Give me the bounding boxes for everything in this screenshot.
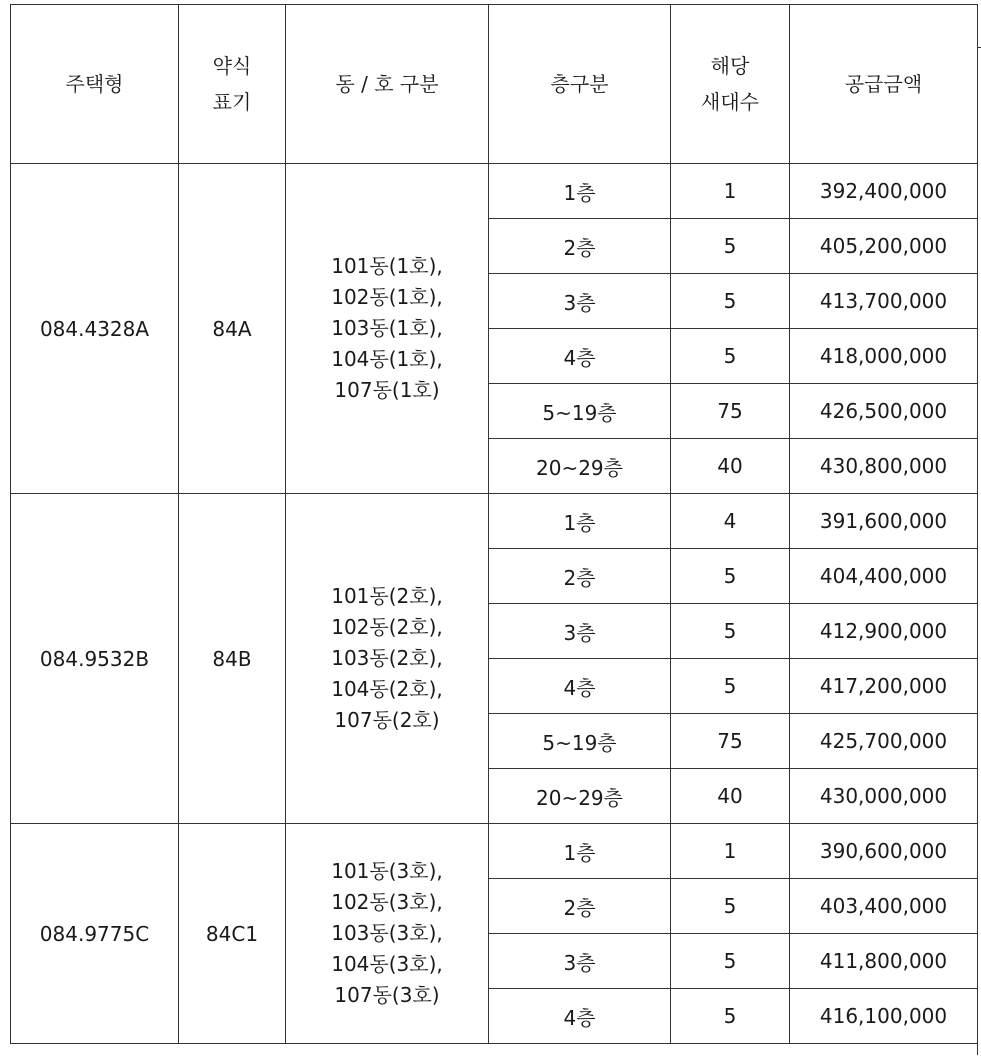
cell-floor: 1층 <box>489 164 671 219</box>
cell-households: 5 <box>671 604 790 659</box>
cell-housing-type: 084.9775C <box>11 824 179 1044</box>
cell-price: 403,400,000 <box>790 879 978 934</box>
dong-ho-line: 103동(2호), <box>331 646 443 670</box>
cell-price: 392,400,000 <box>790 164 978 219</box>
header-households <box>671 5 790 164</box>
cell-housing-type: 084.4328A <box>11 164 179 494</box>
header-housing-type: 주택형 <box>11 5 179 164</box>
dong-ho-line: 101동(2호), <box>331 584 443 608</box>
cell-households: 40 <box>671 439 790 494</box>
dong-ho-line: 103동(1호), <box>331 316 443 340</box>
cell-floor: 20~29층 <box>489 769 671 824</box>
cell-price: 430,800,000 <box>790 439 978 494</box>
cell-floor: 5~19층 <box>489 714 671 769</box>
cell-price: 405,200,000 <box>790 219 978 274</box>
cell-floor: 5~19층 <box>489 384 671 439</box>
cell-households: 5 <box>671 934 790 989</box>
dong-ho-line: 102동(2호), <box>331 615 443 639</box>
cell-households: 1 <box>671 824 790 879</box>
dong-ho-line: 107동(1호) <box>334 378 440 402</box>
cell-floor: 4층 <box>489 989 671 1044</box>
table-header-row <box>11 5 978 164</box>
cell-households: 5 <box>671 549 790 604</box>
dong-ho-line: 101동(3호), <box>331 859 443 883</box>
table-row <box>11 494 978 549</box>
header-abbr <box>179 5 286 164</box>
dong-ho-line: 104동(3호), <box>331 952 443 976</box>
dong-ho-line: 103동(3호), <box>331 921 443 945</box>
cell-floor: 3층 <box>489 934 671 989</box>
cell-households: 75 <box>671 714 790 769</box>
cell-price: 418,000,000 <box>790 329 978 384</box>
cell-price: 412,900,000 <box>790 604 978 659</box>
header-abbr-line: 약식 <box>212 54 252 78</box>
cell-floor: 2층 <box>489 879 671 934</box>
cell-price: 425,700,000 <box>790 714 978 769</box>
cell-price: 416,100,000 <box>790 989 978 1044</box>
cell-households: 5 <box>671 879 790 934</box>
cell-price: 390,600,000 <box>790 824 978 879</box>
cell-floor: 1층 <box>489 824 671 879</box>
cell-floor: 2층 <box>489 549 671 604</box>
cell-households: 5 <box>671 329 790 384</box>
cell-abbr: 84A <box>179 164 286 494</box>
cell-abbr: 84C1 <box>179 824 286 1044</box>
cell-households: 5 <box>671 659 790 714</box>
cell-households: 1 <box>671 164 790 219</box>
header-floor: 층구분 <box>489 5 671 164</box>
cell-price: 404,400,000 <box>790 549 978 604</box>
cropped-column-edge <box>977 4 981 1055</box>
supply-price-table <box>10 4 978 1044</box>
cell-floor: 1층 <box>489 494 671 549</box>
cell-households: 75 <box>671 384 790 439</box>
dong-ho-line: 104동(1호), <box>331 347 443 371</box>
cell-households: 40 <box>671 769 790 824</box>
header-households-line: 해당 <box>710 54 750 78</box>
cell-abbr: 84B <box>179 494 286 824</box>
cell-price: 417,200,000 <box>790 659 978 714</box>
cell-floor: 3층 <box>489 604 671 659</box>
header-dong-ho: 동 / 호 구분 <box>286 5 489 164</box>
cell-dong-ho <box>286 494 489 824</box>
cell-households: 5 <box>671 219 790 274</box>
cell-price: 391,600,000 <box>790 494 978 549</box>
dong-ho-line: 102동(3호), <box>331 890 443 914</box>
cell-price: 430,000,000 <box>790 769 978 824</box>
header-households-line: 새대수 <box>701 90 759 114</box>
cell-price: 413,700,000 <box>790 274 978 329</box>
cell-dong-ho <box>286 824 489 1044</box>
table-row <box>11 824 978 879</box>
cell-households: 5 <box>671 274 790 329</box>
dong-ho-line: 107동(2호) <box>334 708 440 732</box>
header-abbr-line: 표기 <box>212 90 252 114</box>
cell-floor: 4층 <box>489 329 671 384</box>
cell-floor: 4층 <box>489 659 671 714</box>
cell-housing-type: 084.9532B <box>11 494 179 824</box>
cell-households: 4 <box>671 494 790 549</box>
cell-floor: 3층 <box>489 274 671 329</box>
cell-households: 5 <box>671 989 790 1044</box>
cell-floor: 20~29층 <box>489 439 671 494</box>
cell-floor: 2층 <box>489 219 671 274</box>
cell-price: 411,800,000 <box>790 934 978 989</box>
dong-ho-line: 102동(1호), <box>331 285 443 309</box>
dong-ho-line: 107동(3호) <box>334 983 440 1007</box>
header-price: 공급금액 <box>790 5 978 164</box>
table-row <box>11 164 978 219</box>
dong-ho-line: 104동(2호), <box>331 677 443 701</box>
cell-price: 426,500,000 <box>790 384 978 439</box>
cell-dong-ho <box>286 164 489 494</box>
table-body <box>11 164 978 1044</box>
dong-ho-line: 101동(1호), <box>331 254 443 278</box>
